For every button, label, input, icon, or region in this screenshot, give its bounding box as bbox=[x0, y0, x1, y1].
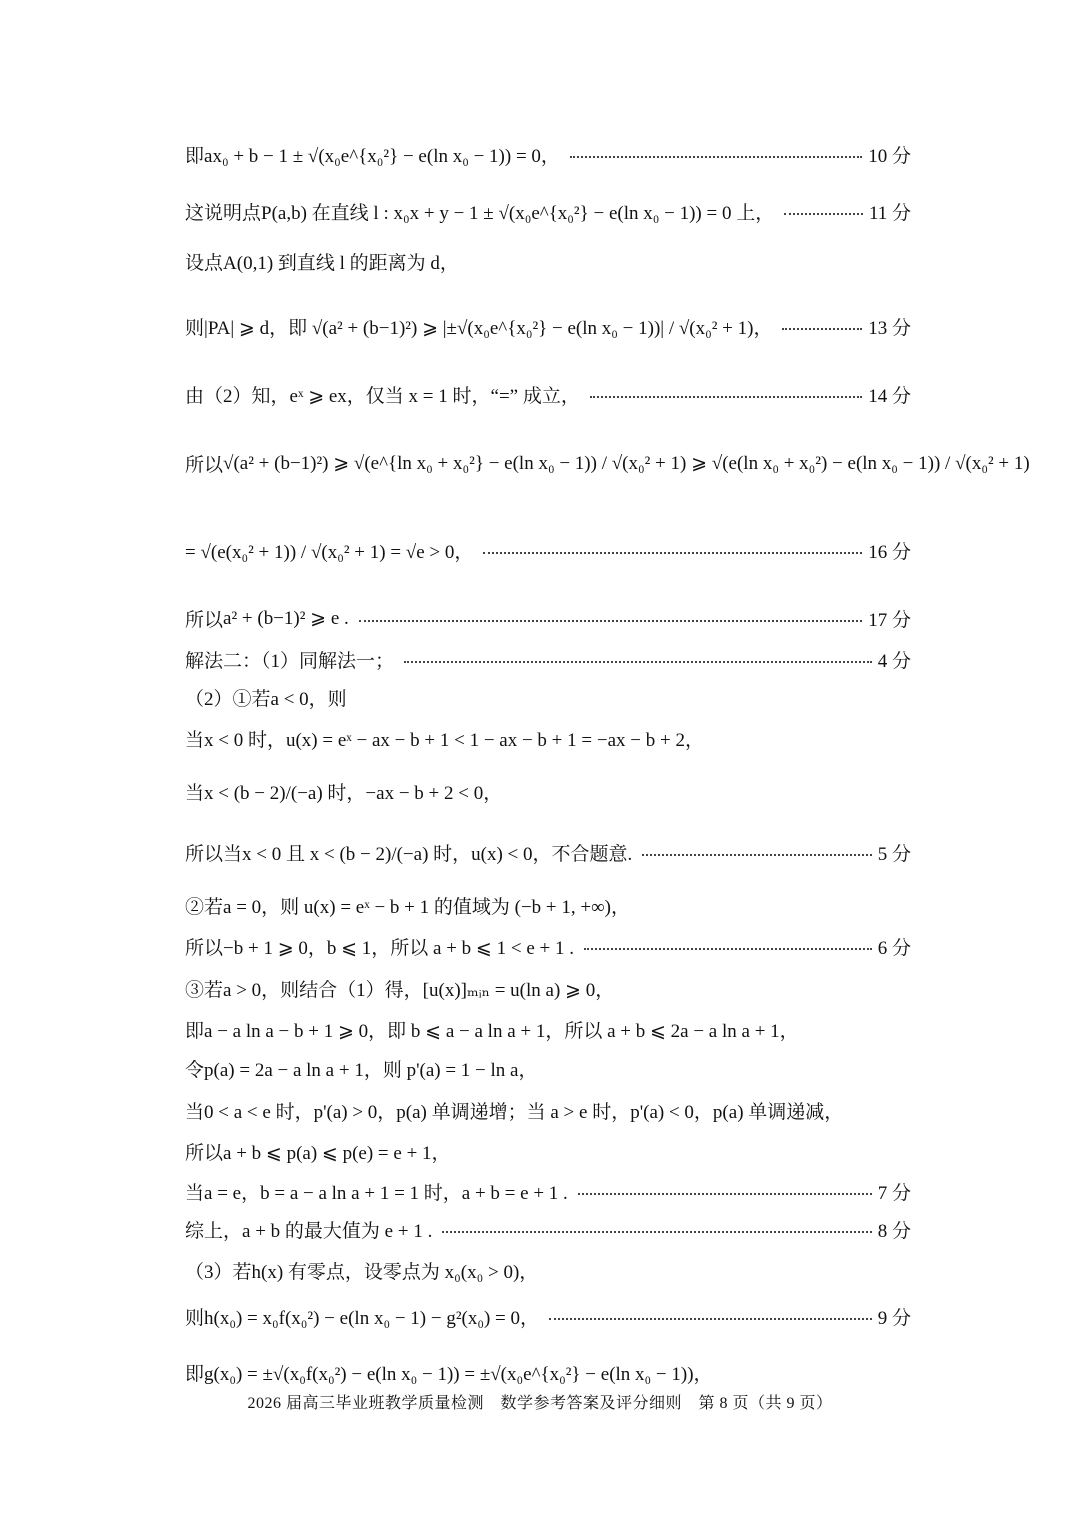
line-text: 所以 bbox=[185, 937, 224, 959]
line-text: 则 bbox=[185, 1307, 205, 1329]
dot-leader bbox=[584, 948, 872, 950]
solution-line bbox=[185, 1296, 911, 1336]
line-text: 当 bbox=[185, 729, 205, 751]
line-text: 这说明点 bbox=[185, 202, 262, 224]
solution-line bbox=[185, 968, 911, 1008]
line-text: 即 bbox=[185, 145, 205, 167]
math-expression: h(x) 有零点，设零点为 x₀(x₀ > 0)， bbox=[251, 1261, 539, 1283]
math-expression: a < 0，则 bbox=[270, 688, 347, 710]
solution-line bbox=[185, 443, 1030, 483]
line-text: 当 bbox=[185, 1101, 205, 1123]
dot-leader bbox=[359, 620, 862, 622]
line-text: 即 bbox=[185, 1363, 205, 1385]
math-expression: x < 0 时，u(x) = eˣ − ax − b + 1 < 1 − ax − b + 1 = −ax − b + 2， bbox=[204, 729, 704, 751]
solution-line bbox=[185, 1171, 911, 1211]
math-expression: = √(e(x₀² + 1)) / √(x₀² + 1) = √e > 0， bbox=[185, 541, 474, 563]
solution-line bbox=[185, 1009, 911, 1049]
math-expression: eˣ ⩾ ex，仅当 x = 1 时，“=” 成立， bbox=[289, 385, 580, 407]
line-text: （2）①若 bbox=[185, 688, 271, 710]
solution-line bbox=[185, 1209, 911, 1249]
solution-line bbox=[185, 718, 911, 758]
solution-line bbox=[185, 1250, 911, 1290]
dot-leader bbox=[483, 552, 862, 554]
solution-line bbox=[185, 598, 911, 638]
score-points: 6 分 bbox=[877, 937, 911, 959]
line-text: 则 bbox=[185, 317, 205, 339]
dot-leader bbox=[782, 328, 862, 330]
math-expression: a > 0，则结合（1）得，[u(x)]ₘᵢₙ = u(ln a) ⩾ 0， bbox=[223, 979, 615, 1001]
line-text: 当 bbox=[185, 782, 205, 804]
line-text: 综上， bbox=[185, 1220, 243, 1242]
line-text: （3）若 bbox=[185, 1261, 252, 1283]
math-expression: P(a,b) 在直线 l : x₀x + y − 1 ± √(x₀e^{x₀²} − e(ln x₀ − 1)) = 0 上， bbox=[261, 202, 775, 224]
math-expression: a + b 的最大值为 e + 1 . bbox=[242, 1220, 433, 1242]
math-expression: x < 0 且 x < (b − 2)/(−a) 时，u(x) < 0，不合题意. bbox=[242, 843, 633, 865]
line-text: 所以 bbox=[185, 609, 224, 631]
math-expression: a = 0，则 u(x) = eˣ − b + 1 的值域为 (−b + 1, +∞)， bbox=[223, 896, 630, 918]
line-text: 所以当 bbox=[185, 843, 243, 865]
line-text: 由（2）知， bbox=[185, 385, 290, 407]
solution-line bbox=[185, 241, 911, 281]
line-text: 当 bbox=[185, 1182, 205, 1204]
score-points: 17 分 bbox=[868, 609, 911, 631]
solution-line bbox=[185, 677, 911, 717]
solution-line bbox=[185, 832, 911, 872]
solution-line bbox=[185, 1352, 911, 1392]
score-points: 7 分 bbox=[877, 1182, 911, 1204]
dot-leader bbox=[642, 854, 871, 856]
score-points: 9 分 bbox=[877, 1307, 911, 1329]
score-points: 14 分 bbox=[868, 385, 911, 407]
line-text: ②若 bbox=[185, 896, 224, 918]
math-expression: a² + (b−1)² ⩾ e . bbox=[223, 607, 349, 629]
math-expression: g(x₀) = ±√(x₀f(x₀²) − e(ln x₀ − 1)) = ±√(x₀e^{x₀²} − e(ln x₀ − 1))， bbox=[204, 1363, 713, 1385]
score-points: 4 分 bbox=[877, 650, 911, 672]
solution-line bbox=[185, 530, 911, 570]
dot-leader bbox=[404, 661, 872, 663]
math-expression: a + b ⩽ p(a) ⩽ p(e) = e + 1， bbox=[223, 1142, 451, 1164]
math-expression: a = e，b = a − a ln a + 1 = 1 时，a + b = e + 1 . bbox=[204, 1182, 568, 1204]
solution-line bbox=[185, 771, 911, 811]
math-expression: −b + 1 ⩾ 0，b ⩽ 1，所以 a + b ⩽ 1 < e + 1 . bbox=[223, 937, 574, 959]
line-text: ③若 bbox=[185, 979, 224, 1001]
score-points: 16 分 bbox=[868, 541, 911, 563]
dot-leader bbox=[578, 1193, 872, 1195]
solution-line bbox=[185, 306, 911, 346]
solution-line bbox=[185, 374, 911, 414]
solution-line bbox=[185, 1048, 911, 1088]
math-expression: ax₀ + b − 1 ± √(x₀e^{x₀²} − e(ln x₀ − 1)) = 0， bbox=[204, 145, 560, 167]
math-expression: h(x₀) = x₀f(x₀²) − e(ln x₀ − 1) − g²(x₀) = 0， bbox=[204, 1307, 540, 1329]
math-expression: √(a² + (b−1)²) ⩾ √(e^{ln x₀ + x₀²} − e(ln x₀ − 1)) / √(x₀² + 1) ⩾ √(e(ln x₀ + x₀²) − e(ln x₀ − 1)) / √(x₀² + 1) bbox=[223, 452, 1030, 474]
dot-leader bbox=[590, 396, 862, 398]
solution-line bbox=[185, 191, 911, 231]
dot-leader bbox=[442, 1231, 871, 1233]
line-text: 所以 bbox=[185, 454, 224, 476]
score-points: 10 分 bbox=[868, 145, 911, 167]
solution-line bbox=[185, 134, 911, 174]
page-footer: 2026 届高三毕业班教学质量检测 数学参考答案及评分细则 第 8 页（共 9 页） bbox=[247, 1395, 833, 1412]
score-points: 11 分 bbox=[868, 202, 911, 224]
score-points: 5 分 bbox=[877, 843, 911, 865]
math-expression: |PA| ⩾ d，即 √(a² + (b−1)²) ⩾ |±√(x₀e^{x₀²} − e(ln x₀ − 1))| / √(x₀² + 1)， bbox=[204, 317, 773, 339]
solution-line bbox=[185, 639, 911, 679]
solution-line bbox=[185, 885, 911, 925]
score-points: 13 分 bbox=[868, 317, 911, 339]
dot-leader bbox=[549, 1318, 872, 1320]
line-text: 设点 bbox=[185, 252, 224, 274]
line-text: 令 bbox=[185, 1059, 205, 1081]
math-expression: A(0,1) 到直线 l 的距离为 d， bbox=[223, 252, 459, 274]
math-expression: x < (b − 2)/(−a) 时，−ax − b + 2 < 0， bbox=[204, 782, 503, 804]
score-points: 8 分 bbox=[877, 1220, 911, 1242]
solution-line bbox=[185, 926, 911, 966]
line-text: 所以 bbox=[185, 1142, 224, 1164]
math-expression: p(a) = 2a − a ln a + 1，则 p'(a) = 1 − ln a， bbox=[204, 1059, 538, 1081]
dot-leader bbox=[570, 156, 862, 158]
math-expression: a − a ln a − b + 1 ⩾ 0，即 b ⩽ a − a ln a + 1，所以 a + b ⩽ 2a − a ln a + 1， bbox=[204, 1020, 799, 1042]
line-text: 即 bbox=[185, 1020, 205, 1042]
dot-leader bbox=[784, 213, 863, 215]
math-expression: 0 < a < e 时，p'(a) > 0，p(a) 单调递增；当 a > e 时，p'(a) < 0，p(a) 单调递减， bbox=[204, 1101, 844, 1123]
line-text: 解法二：（1）同解法一； bbox=[185, 650, 395, 672]
solution-line bbox=[185, 1090, 911, 1130]
solution-line bbox=[185, 1131, 911, 1171]
